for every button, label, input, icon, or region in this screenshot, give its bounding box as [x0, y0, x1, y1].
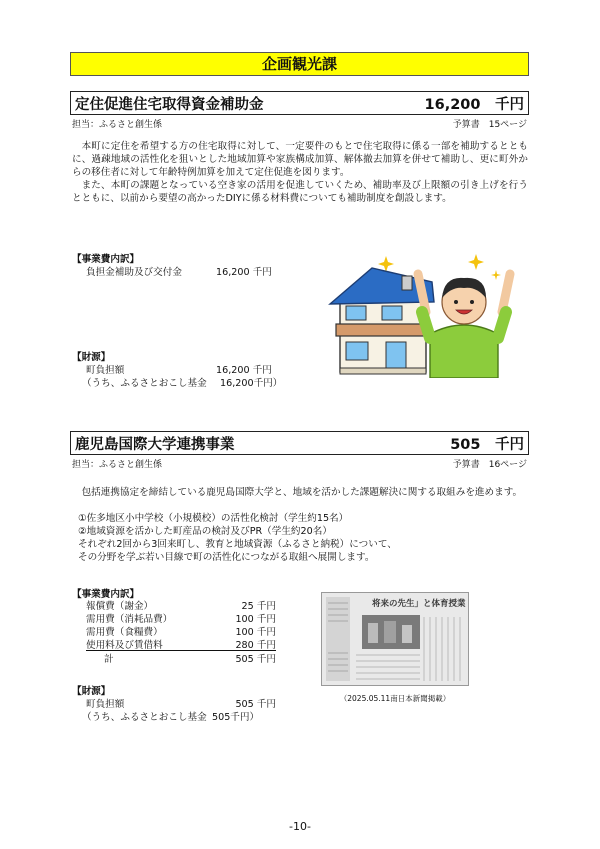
budget-reference: 予算書 15ページ [452, 120, 527, 130]
description-paragraph: 本町に定住を希望する方の住宅取得に対して、一定要件のもとで住宅取得に係る一部を補助するとともに、過疎地域の活性化を狙いとした地域加算や家族構成加算、解体撤去加算を併せて補助し、更に町外からの移住者に対して年齢特例加算を加えて定住促進を図ります。 [72, 141, 528, 178]
funding-label: 【財源】 [72, 686, 111, 697]
breakdown-item-name: 使用料及び賃借料 [86, 640, 163, 651]
project-description [72, 140, 528, 205]
breakdown-row [86, 264, 286, 277]
newspaper-caption: （2025.05.11南日本新聞掲載） [339, 694, 451, 703]
newspaper-headline: 将来の先生」と体育授業 [372, 599, 466, 609]
activity-item: ②地域資源を活かした町産品の検討及びPR（学生約20名） [78, 526, 332, 537]
breakdown-label: 【事業費内訳】 [72, 254, 140, 265]
house-person-illustration [326, 252, 522, 378]
breakdown-total-label: 計 [104, 654, 114, 665]
budget-reference: 予算書 16ページ [452, 460, 527, 470]
project-amount: 16,200 千円 [424, 97, 524, 113]
page-number: -10- [289, 820, 311, 833]
activity-list [78, 512, 528, 564]
newspaper-clipping [321, 592, 469, 686]
funding-item-value: 16,200千円） [220, 378, 283, 389]
funding-row [86, 362, 286, 375]
activity-item: ①佐多地区小中学校（小規模校）の活性化検討（学生約15名） [78, 513, 349, 524]
funding-item-value: 505千円） [212, 712, 260, 723]
breakdown-item-name: 需用費（食糧費） [86, 627, 163, 638]
funding-label: 【財源】 [72, 352, 111, 363]
funding-item-name: （うち、ふるさとおこし基金 [82, 378, 207, 389]
funding-row [82, 375, 302, 388]
responsible-section: 担当：ふるさと創生係 [72, 120, 163, 130]
project-title: 定住促進住宅取得資金補助金 [75, 97, 264, 113]
activity-item: その分野を学ぶ若い目線で町の活性化につながる取組へ展開します。 [78, 552, 375, 563]
funding-item-value: 16,200 千円 [216, 365, 272, 376]
funding-item-value: 505 千円 [235, 699, 276, 710]
breakdown-item-value: 25 千円 [241, 601, 276, 612]
description-paragraph: また、本町の課題となっている空き家の活用を促進していくため、補助率及び上限額の引き上げを行うとともに、以前から要望の高かったDIYに係る材料費についても補助制度を創設します。 [72, 180, 528, 204]
breakdown-row [86, 637, 276, 651]
breakdown-row [86, 598, 276, 611]
project-amount: 505 千円 [450, 437, 524, 453]
funding-row [82, 709, 282, 722]
description-paragraph: 包括連携協定を締結している鹿児島国際大学と、地域を活かした課題解決に関する取組みを進めます。 [81, 487, 523, 498]
project-header [70, 431, 529, 455]
funding-item-name: （うち、ふるさとおこし基金 [82, 712, 207, 723]
funding-item-name: 町負担額 [86, 699, 125, 710]
responsible-section: 担当：ふるさと創生係 [72, 460, 163, 470]
breakdown-item-name: 負担金補助及び交付金 [86, 267, 182, 278]
breakdown-item-name: 報償費（謝金） [86, 601, 154, 612]
funding-item-name: 町負担額 [86, 365, 125, 376]
breakdown-item-value: 100 千円 [235, 614, 276, 625]
project-subinfo [70, 117, 529, 131]
breakdown-row [86, 611, 276, 624]
breakdown-item-name: 需用費（消耗品費） [86, 614, 173, 625]
project-description [72, 486, 528, 499]
project-header [70, 91, 529, 115]
funding-row [86, 696, 276, 709]
breakdown-total-value: 505 千円 [235, 654, 276, 665]
breakdown-label: 【事業費内訳】 [72, 589, 140, 600]
department-banner: 企画観光課 [70, 52, 529, 76]
project-subinfo [70, 457, 529, 471]
breakdown-row [86, 624, 276, 637]
breakdown-item-value: 100 千円 [235, 627, 276, 638]
project-title: 鹿児島国際大学連携事業 [75, 437, 235, 453]
breakdown-total-row [86, 651, 276, 664]
breakdown-item-value: 16,200 千円 [216, 267, 272, 278]
breakdown-item-value: 280 千円 [235, 640, 276, 651]
activity-item: それぞれ2回から3回来町し、教育と地域資源（ふるさと納税）について、 [78, 539, 397, 550]
